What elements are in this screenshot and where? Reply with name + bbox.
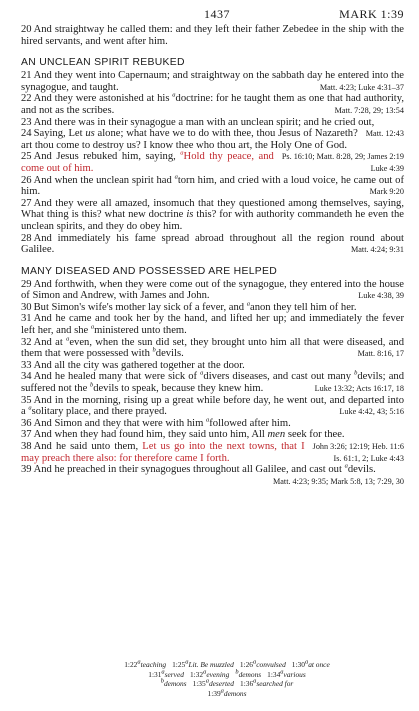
cross-reference: Ps. 16:10; Matt. 8:28, 29; James 2:19 — [281, 152, 404, 162]
verse-text: doctrine: for he taught them as one that had authority, and not as the scribes. — [21, 93, 404, 116]
verse-text: And he came and took her by the hand, and lifted her up; and immediately the fever left her, and she — [21, 313, 404, 337]
italic-word: us — [85, 128, 95, 140]
verse-text: And he said unto them, — [33, 441, 143, 452]
verse-33 — [21, 360, 404, 372]
verse-number: 38 — [21, 441, 32, 452]
verse-text: And forthwith, when they were come out of the synagogue, they entered into the house of Simon and Andrew, with James and John. — [21, 278, 404, 302]
footnote-ref: 1:26 — [239, 660, 253, 669]
words-of-jesus: Let us go into the next towns, that I may preach there also: for therefore came I forth. — [21, 441, 305, 464]
verse-text: And he healed many that were sick of — [33, 371, 201, 383]
footnote-ref: 1:39 — [207, 688, 221, 698]
footnote-marker: a — [344, 462, 348, 470]
verse-number: 26 — [21, 174, 32, 186]
verse-number: 28 — [21, 232, 32, 244]
cross-reference: John 3:26; 12:19; Heb. 11:6 — [312, 442, 404, 451]
footnote-marker: a — [304, 658, 309, 666]
verse-text: And when they had found him, they said unto him, All — [33, 429, 268, 441]
footnote — [292, 660, 330, 669]
footnote-marker: a — [246, 300, 251, 308]
cross-reference: Matt. 12:43 — [365, 129, 404, 139]
verse-number: 22 — [21, 93, 32, 105]
verse-text: ministered unto them. — [94, 325, 187, 337]
verse-21 — [21, 70, 404, 93]
footnote-ref: 1:25 — [172, 660, 186, 669]
footnote-line — [80, 689, 380, 699]
cross-reference: Mark 9:20 — [369, 187, 404, 197]
footnote — [148, 670, 184, 679]
footnote-marker: b — [152, 346, 156, 354]
verse-number: 33 — [21, 359, 32, 371]
cross-reference: Matt. 8:16, 17 — [357, 349, 404, 359]
footnote-marker: a — [66, 335, 70, 343]
verse-text: And straightway he called them: and they left their father Zebedee in the ship with the hired servants, and went after him. — [21, 24, 404, 47]
footnote-ref: 1:22 — [124, 660, 138, 669]
verse-text: devils. — [155, 348, 184, 360]
footnote-ref: 1:34 — [267, 669, 281, 679]
cross-reference: Matt. 4:23; 9:35; Mark 5:8, 13; 7:29, 30 — [273, 476, 404, 486]
footnote-text: teaching — [140, 660, 167, 669]
footnote-marker: a — [137, 658, 141, 666]
verse-39 — [21, 462, 404, 486]
verse-text: And he preached in their synagogues throughout all Galilee, and cast out — [33, 464, 345, 476]
footnote-ref: 1:30 — [291, 660, 305, 669]
verse-text: And immediately his fame spread abroad throughout all the region round about Galilee. — [21, 232, 404, 256]
footnote-text: at once — [308, 660, 330, 669]
verse-text: devils. — [347, 464, 376, 476]
verse-text: even, when the sun did set, they brought unto him all that were diseased, and them that were possessed with — [21, 336, 405, 360]
footnote-text: various — [283, 669, 306, 679]
verse-number: 29 — [21, 278, 32, 290]
footnote-ref: 1:35 — [192, 679, 206, 688]
verse-31 — [21, 313, 404, 336]
footnote — [124, 660, 166, 669]
verse-29 — [21, 279, 404, 302]
verse-number: 37 — [21, 429, 32, 441]
verse-text: anon they tell him of her. — [250, 301, 357, 313]
footnote — [240, 660, 286, 669]
footnote — [161, 679, 187, 688]
verse-text: But Simon's wife's mother lay sick of a fever, and — [33, 301, 247, 313]
footnote-marker: a — [90, 323, 95, 331]
verse-number: 39 — [21, 464, 32, 476]
footnote-marker: b — [160, 677, 164, 685]
footnote-marker: a — [220, 687, 224, 695]
verse-text: seek for thee. — [285, 429, 345, 441]
verse-26 — [21, 175, 404, 198]
footnote-marker: a — [174, 173, 178, 180]
verse-30 — [21, 302, 404, 314]
footnote-line — [80, 679, 380, 689]
footnote-text: demons — [223, 688, 247, 698]
verse-text: And in the morning, rising up a great while before day, he went out, and departed into a — [21, 394, 404, 418]
footnote-marker: b — [354, 369, 358, 377]
verse-text: And Jesus rebuked him, saying, — [33, 151, 181, 163]
verse-text: And they went into Capernaum; and straightway on the sabbath day he entered into the synagogue, and taught. — [21, 70, 404, 93]
verse-number: 27 — [21, 197, 32, 209]
footnote — [240, 679, 293, 688]
footnote-text: demons — [238, 669, 262, 679]
footnote-text: deserted — [208, 679, 234, 688]
verse-35 — [21, 395, 404, 418]
verse-36 — [21, 418, 404, 430]
footnotes — [80, 660, 380, 698]
footnote-marker: a — [172, 91, 176, 99]
cross-reference: Luke 4:39 — [370, 163, 404, 173]
footnote-text: convulsed — [256, 660, 286, 669]
footnote-ref: 1:31 — [148, 669, 162, 679]
page-header — [0, 7, 419, 23]
footnote-marker: a — [205, 677, 209, 685]
section-heading: AN UNCLEAN SPIRIT REBUKED — [21, 57, 185, 69]
verse-number: 34 — [21, 371, 32, 383]
cross-reference: Matt. 7:28, 29; 13:54 — [334, 105, 404, 115]
verse-text: alone; what have we to do with thee, thou Jesus of Nazareth? art thou come to destroy us? I know thee who thou art, the Holy One of God. — [21, 128, 358, 151]
verse-text: devils; and suffered not the — [21, 371, 405, 395]
footnote-marker: b — [89, 381, 94, 389]
footnote — [193, 679, 234, 688]
verse-20 — [21, 24, 404, 47]
verse-number: 30 — [21, 301, 32, 313]
verse-number: 35 — [21, 394, 32, 406]
verse-text: And Simon and they that were with him — [33, 417, 207, 429]
verse-28 — [21, 233, 404, 256]
footnote-marker: a — [253, 677, 257, 685]
words-of-jesus: Hold thy peace, and come out of him. — [21, 151, 274, 174]
verse-text: And all the city was gathered together at the door. — [33, 359, 245, 371]
footnote-ref: 1:32 — [189, 669, 204, 679]
footnote-text: searched for — [256, 679, 294, 688]
cross-reference: Is. 61:1, 2; Luke 4:43 — [333, 453, 404, 463]
footnote-marker: a — [200, 369, 204, 377]
verse-text: divers diseases, and cast out many — [203, 371, 355, 383]
verse-text: torn him, and cried with a loud voice, he came out of him. — [21, 174, 404, 198]
footnote-marker: a — [252, 658, 257, 666]
footnote-marker: b — [235, 668, 239, 676]
verse-text: Saying, Let — [33, 128, 86, 140]
footnote-text: served — [164, 669, 184, 679]
cross-reference: Matt. 4:23; Luke 4:31–37 — [319, 82, 404, 92]
verse-number: 31 — [21, 313, 32, 325]
footnote — [190, 670, 229, 679]
footnote-line — [80, 660, 380, 670]
footnote-marker: a — [280, 668, 284, 676]
footnote-text: demons — [163, 679, 187, 688]
footnote — [208, 689, 247, 698]
footnote-marker: a — [185, 658, 189, 666]
verse-number: 23 — [21, 116, 32, 128]
footnote-text: evening — [206, 669, 230, 679]
cross-reference: Luke 13:32; Acts 16:17, 18 — [314, 384, 404, 394]
verse-text: And they were astonished at his — [33, 93, 173, 105]
footnote-marker: a — [206, 416, 210, 424]
footnote-marker: a — [203, 668, 207, 676]
italic-word: is — [186, 209, 194, 221]
verse-text: solitary place, and there prayed. — [31, 406, 167, 418]
verse-text: devils to speak, because they knew him. — [93, 383, 264, 395]
verse-27 — [21, 198, 404, 233]
verse-22 — [21, 93, 404, 116]
footnote-ref: 1:36 — [240, 679, 254, 688]
verse-number: 25 — [21, 151, 32, 163]
page-number: 1437 — [204, 7, 230, 21]
verse-text: And when the unclean spirit had — [33, 174, 175, 186]
italic-word: men — [267, 429, 286, 441]
verse-text: this? for with authority commandeth he even the unclean spirits, and they do obey him. — [21, 209, 404, 232]
verse-number: 21 — [21, 70, 32, 82]
book-reference: MARK 1:39 — [339, 7, 404, 21]
verse-number: 24 — [21, 128, 32, 140]
footnote — [267, 670, 306, 679]
footnote — [235, 670, 261, 679]
verse-number: 36 — [21, 417, 32, 429]
verse-text: And at — [33, 336, 67, 348]
verse-text: And they were all amazed, insomuch that they questioned among themselves, saying, What thing is this? what new doctrine — [21, 197, 404, 221]
verse-34 — [21, 371, 404, 394]
scripture-text — [21, 24, 404, 487]
footnote-marker: a — [161, 668, 165, 676]
verse-text: followed after him. — [209, 417, 291, 429]
footnote-line — [80, 670, 380, 680]
verse-number: 20 — [21, 24, 32, 35]
section-heading: MANY DISEASED AND POSSESSED ARE HELPED — [21, 265, 278, 277]
verse-number: 32 — [21, 336, 32, 348]
cross-reference: Matt. 4:24; 9:31 — [351, 245, 404, 255]
footnote-text: Lit. Be muzzled — [188, 660, 234, 669]
footnote-marker: a — [180, 149, 184, 157]
verse-32 — [21, 337, 404, 360]
verse-text: And there was in their synagogue a man with an unclean spirit; and he cried out, — [33, 116, 375, 128]
footnote-marker: a — [28, 404, 32, 412]
cross-reference: Luke 4:38, 39 — [358, 291, 404, 301]
cross-reference: Luke 4:42, 43; 5:16 — [339, 407, 404, 417]
